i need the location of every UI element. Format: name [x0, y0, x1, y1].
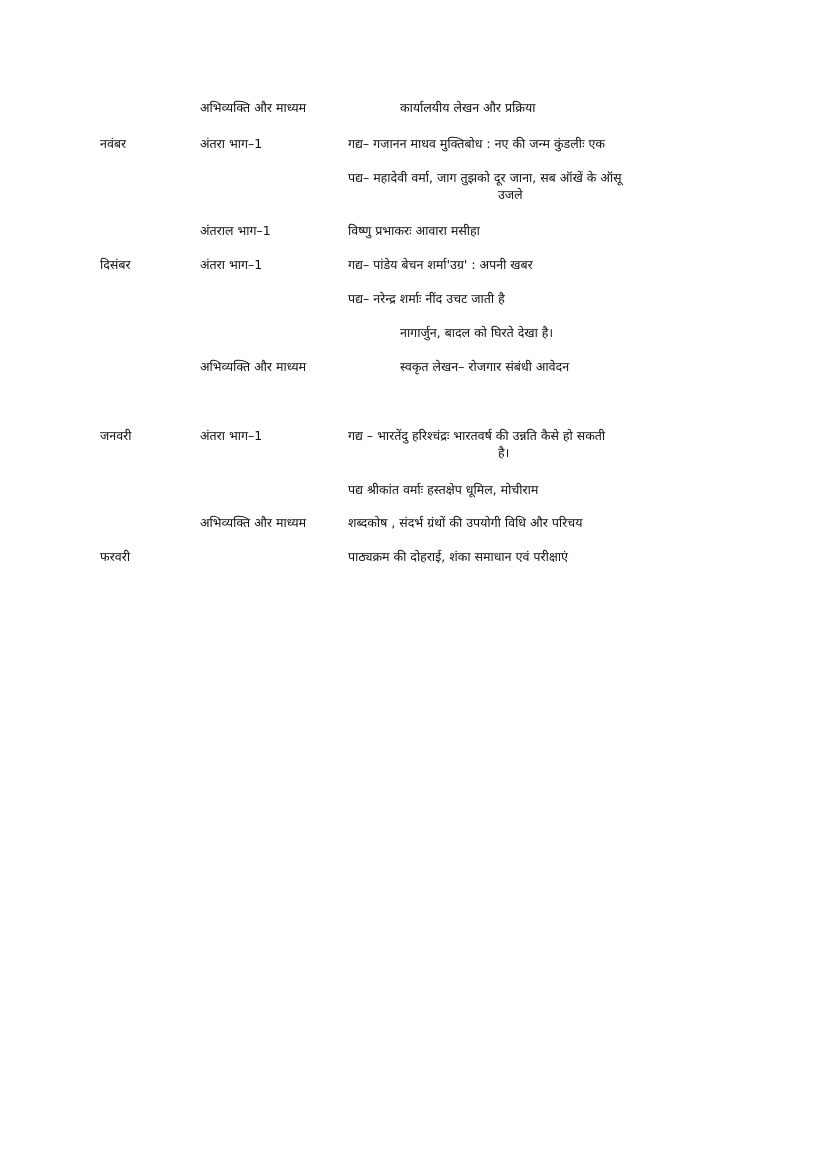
topic-continuation: है।: [498, 445, 510, 460]
book-name: अभिव्यक्ति और माध्यम: [200, 100, 307, 115]
topic-text: शब्दकोष , संदर्भ ग्रंथों की उपयोगी विधि और परिचय: [348, 515, 583, 530]
topic-text: स्वकृत लेखन– रोजगार संबंधी आवेदन: [400, 359, 570, 374]
topic-text: नागार्जुन, बादल को घिरते देखा है।: [400, 325, 554, 340]
book-name: अंतरा भाग–1: [200, 428, 263, 443]
month-label: नवंबर: [100, 136, 127, 151]
topic-text: पद्य– महादेवी वर्मा, जाग तुझको दूर जाना, सब ऑखें के ऑसू: [348, 170, 622, 185]
topic-text: गद्य – भारतेंदु हरिश्चंद्रः भारतवर्ष की उन्नति कैसे हो सकती: [348, 428, 606, 443]
topic-block: [348, 169, 728, 203]
topic-block: [348, 427, 728, 461]
book-name: अभिव्यक्ति और माध्यम: [200, 515, 307, 530]
topic-text: गद्य– पांडेय बेचन शर्मा'उग्र' : अपनी खबर: [348, 257, 533, 272]
topic-text: विष्णु प्रभाकरः आवारा मसीहा: [348, 223, 480, 238]
book-name: अभिव्यक्ति और माध्यम: [200, 359, 307, 374]
topic-text: गद्य– गजानन माधव मुक्तिबोध : नए की जन्म कुंडलीः एक: [348, 136, 605, 151]
topic-text: पद्य श्रीकांत वर्माः हस्तक्षेप धूमिल, मोचीराम: [348, 482, 539, 497]
month-label: फरवरी: [100, 549, 131, 564]
book-name: अंतरा भाग–1: [200, 136, 263, 151]
topic-continuation: उजले: [498, 187, 523, 202]
month-label: जनवरी: [100, 428, 132, 443]
topic-text: कार्यालयीय लेखन और प्रक्रिया: [400, 100, 536, 115]
book-name: अंतराल भाग–1: [200, 223, 271, 238]
topic-text: पद्य– नरेन्द्र शर्माः नींद उचट जाती है: [348, 291, 505, 306]
topic-text: पाठ्यक्रम की दोहराई, शंका समाधान एवं परीक्षाएं: [348, 549, 568, 564]
month-label: दिसंबर: [100, 257, 131, 272]
book-name: अंतरा भाग–1: [200, 257, 263, 272]
